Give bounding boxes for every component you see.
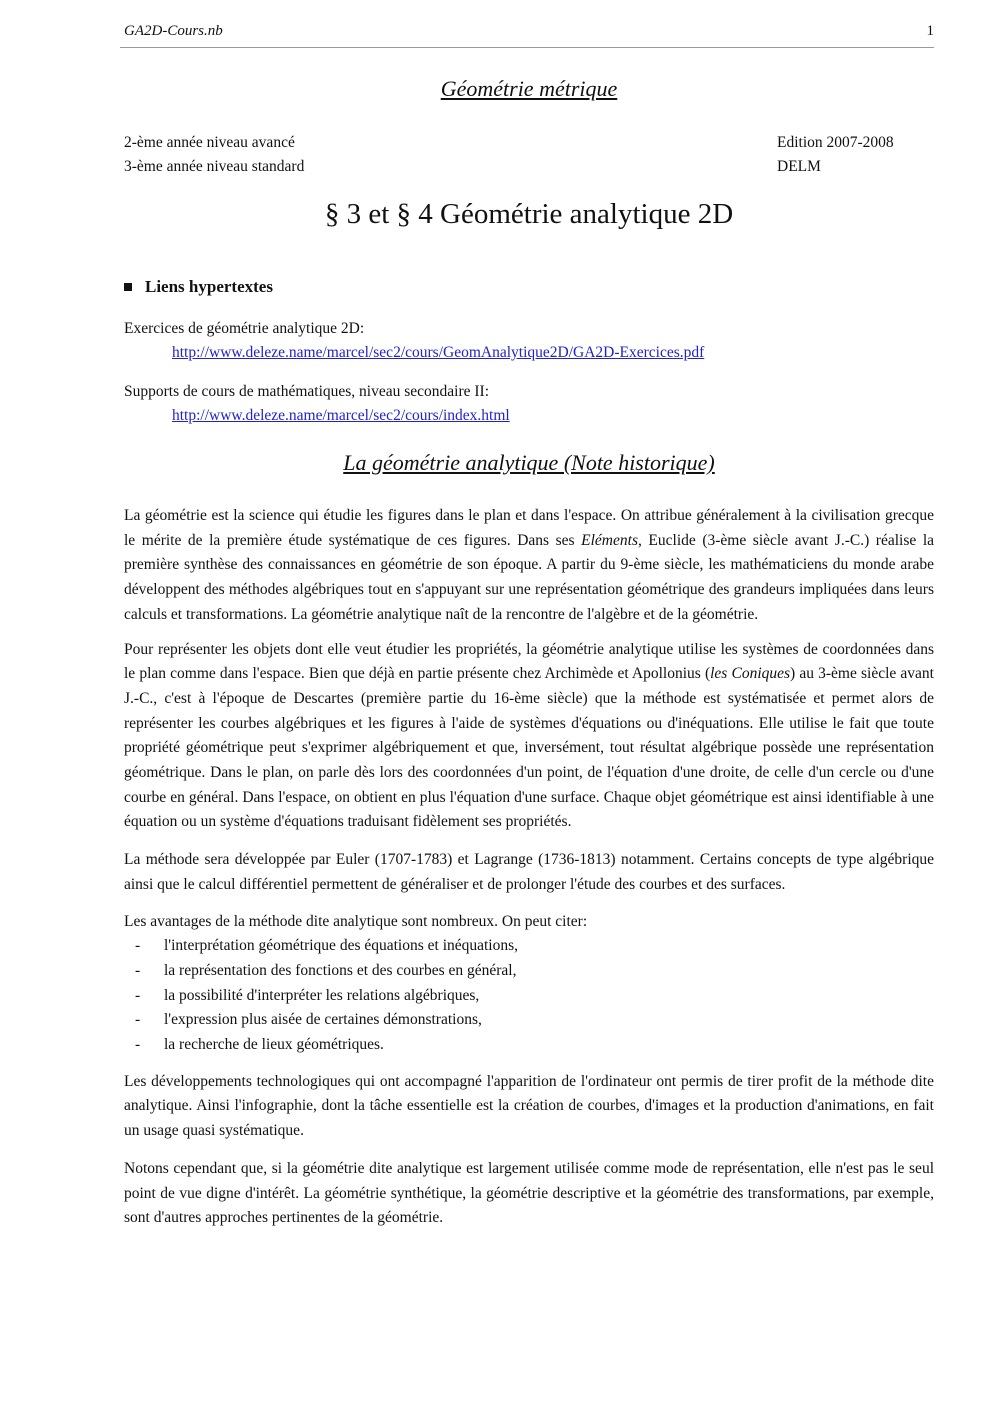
list-item	[124, 984, 934, 1009]
meta-row	[124, 155, 934, 179]
page-header	[124, 23, 934, 40]
meta-publisher: DELM	[777, 158, 821, 175]
link-entry-label: Supports de cours de mathématiques, niveau secondaire II:	[124, 383, 489, 400]
meta-level-1: 2-ème année niveau avancé	[124, 134, 295, 151]
header-rule	[120, 47, 934, 48]
course-title: Géométrie métrique	[440, 76, 618, 101]
list-item-text: la représentation des fonctions et des courbes en général,	[164, 961, 517, 979]
hyperlinks-heading-label: Liens hypertextes	[145, 277, 273, 296]
list-item-text: l'interprétation géométrique des équations et inéquations,	[164, 937, 519, 955]
doc-title: GA2D-Cours.nb	[124, 23, 223, 39]
list-item	[124, 1033, 934, 1058]
list-item	[124, 1008, 934, 1033]
exercises-pdf-link[interactable]: http://www.deleze.name/marcel/sec2/cours/GeomAnalytique2D/GA2D-Exercices.pdf	[172, 344, 705, 361]
paragraph: La méthode sera développée par Euler (1707-1783) et Lagrange (1736-1813) notamment. Certains concepts de type algébrique ainsi que le calcul différentiel permettent de généraliser et de prolonger l'étude des courbes et des surfaces.	[124, 851, 934, 893]
section-title: § 3 et § 4 Géométrie analytique 2D	[324, 198, 734, 230]
link-entry-label: Exercices de géométrie analytique 2D:	[124, 320, 365, 337]
dash-marker: -	[135, 986, 141, 1004]
list-item-text: la recherche de lieux géométriques.	[164, 1036, 384, 1054]
history-note-heading: La géométrie analytique (Note historique)	[343, 450, 715, 475]
history-body	[124, 504, 934, 1231]
dash-marker: -	[135, 1011, 141, 1029]
list-item	[124, 934, 934, 959]
link-entry	[124, 406, 934, 426]
advantages-list	[124, 934, 934, 1058]
paragraph: Les développements technologiques qui ont accompagné l'apparition de l'ordinateur ont permis de tirer profit de la méthode dite analytique. Ainsi l'infographie, dont la tâche essentielle est la création de courbes, d'images et la production d'animations, en fait un usage quasi systématique.	[124, 1072, 934, 1140]
link-entry	[124, 343, 934, 363]
meta-level-2: 3-ème année niveau standard	[124, 158, 305, 175]
square-bullet-icon	[124, 283, 132, 291]
page-number: 1	[926, 23, 934, 39]
hyperlinks-section-heading	[124, 276, 934, 298]
list-item-text: la possibilité d'interpréter les relations algébriques,	[164, 986, 480, 1004]
dash-marker: -	[135, 961, 141, 979]
advantages-intro: Les avantages de la méthode dite analytique sont nombreux. On peut citer:	[124, 912, 588, 930]
dash-marker: -	[135, 937, 141, 955]
meta-row	[124, 131, 934, 155]
paragraph: Notons cependant que, si la géométrie dite analytique est largement utilisée comme mode de représentation, elle n'est pas le seul point de vue digne d'intérêt. La géométrie synthétique, la géométrie descriptive et la géométrie des transformations, par exemple, sont d'autres approches pertinentes de la géométrie.	[124, 1159, 934, 1227]
list-item-text: l'expression plus aisée de certaines démonstrations,	[164, 1011, 482, 1029]
course-meta	[124, 131, 934, 179]
course-index-link[interactable]: http://www.deleze.name/marcel/sec2/cours/index.html	[172, 407, 510, 424]
dash-marker: -	[135, 1036, 141, 1054]
paragraph: Pour représenter les objets dont elle veut étudier les propriétés, la géométrie analytique utilise les systèmes de coordonnées dans le plan comme dans l'espace. Bien que déjà en partie présente chez Archimède et Apollonius (les Coniques) au 3-ème siècle avant J.-C., c'est à l'époque de Descartes (première partie du 16-ème siècle) que la méthode est systématisée et permet alors de représenter les courbes algébriques et les figures à l'aide de systèmes d'équations ou d'inéquations. Elle utilise le fait que toute propriété géométrique peut s'exprimer algébriquement et que, inversément, tout résultat algébrique possède une représentation géométrique. Dans le plan, on parle dès lors des coordonnées d'un point, de l'équation d'une droite, de celle d'un cercle ou d'une courbe en général. Dans l'espace, on obtient en plus l'équation d'une surface. Chaque objet géométrique est ainsi identifiable à une équation ou un système d'équations traduisant fidèlement ses propriétés.	[124, 640, 934, 831]
meta-edition: Edition 2007-2008	[777, 134, 894, 151]
list-item	[124, 959, 934, 984]
paragraph: La géométrie est la science qui étudie les figures dans le plan et dans l'espace. On attribue généralement à la civilisation grecque le mérite de la première étude systématique de ces figures. Dans ses Eléments, Euclide (3-ème siècle avant J.-C.) réalise la première synthèse des connaissances en géométrie de son époque. A partir du 9-ème siècle, les mathématiciens du monde arabe développent des méthodes algébriques tout en s'appuyant sur une représentation géométrique des grandeurs impliquées dans leurs calculs et transformations. La géométrie analytique naît de la rencontre de l'algèbre et de la géométrie.	[124, 507, 935, 623]
